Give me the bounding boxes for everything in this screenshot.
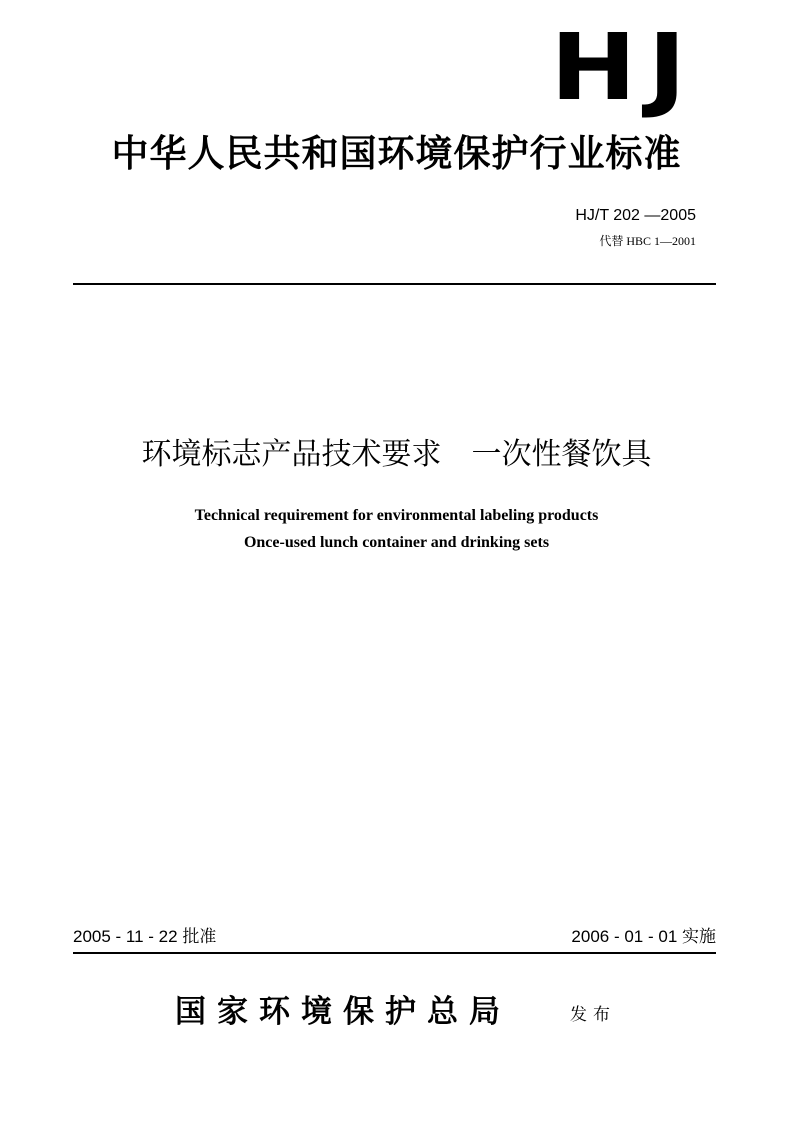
title-english-line2: Once-used lunch container and drinking sets [243,534,550,551]
approval-date: 2005 - 11 - 22 批准 [73,927,217,946]
effective-date: 2006 - 01 - 01 实施 [571,927,716,946]
publish-label: 发布 [570,1005,616,1025]
title-chinese: 环境标志产品技术要求 一次性餐饮具 [141,437,652,472]
org-title: 中华人民共和国环境保护行业标准 [111,131,682,175]
standard-number: HJ/T 202 —2005 [575,207,696,224]
issuer-name: 国家环境保护总局 [175,994,511,1030]
top-divider [73,283,716,285]
title-english-line1: Technical requirement for environmental labeling products [194,507,599,524]
bottom-divider [73,952,716,954]
hj-logo: HJ [550,14,697,121]
replaces-standard: 代替 HBC 1—2001 [599,234,696,248]
